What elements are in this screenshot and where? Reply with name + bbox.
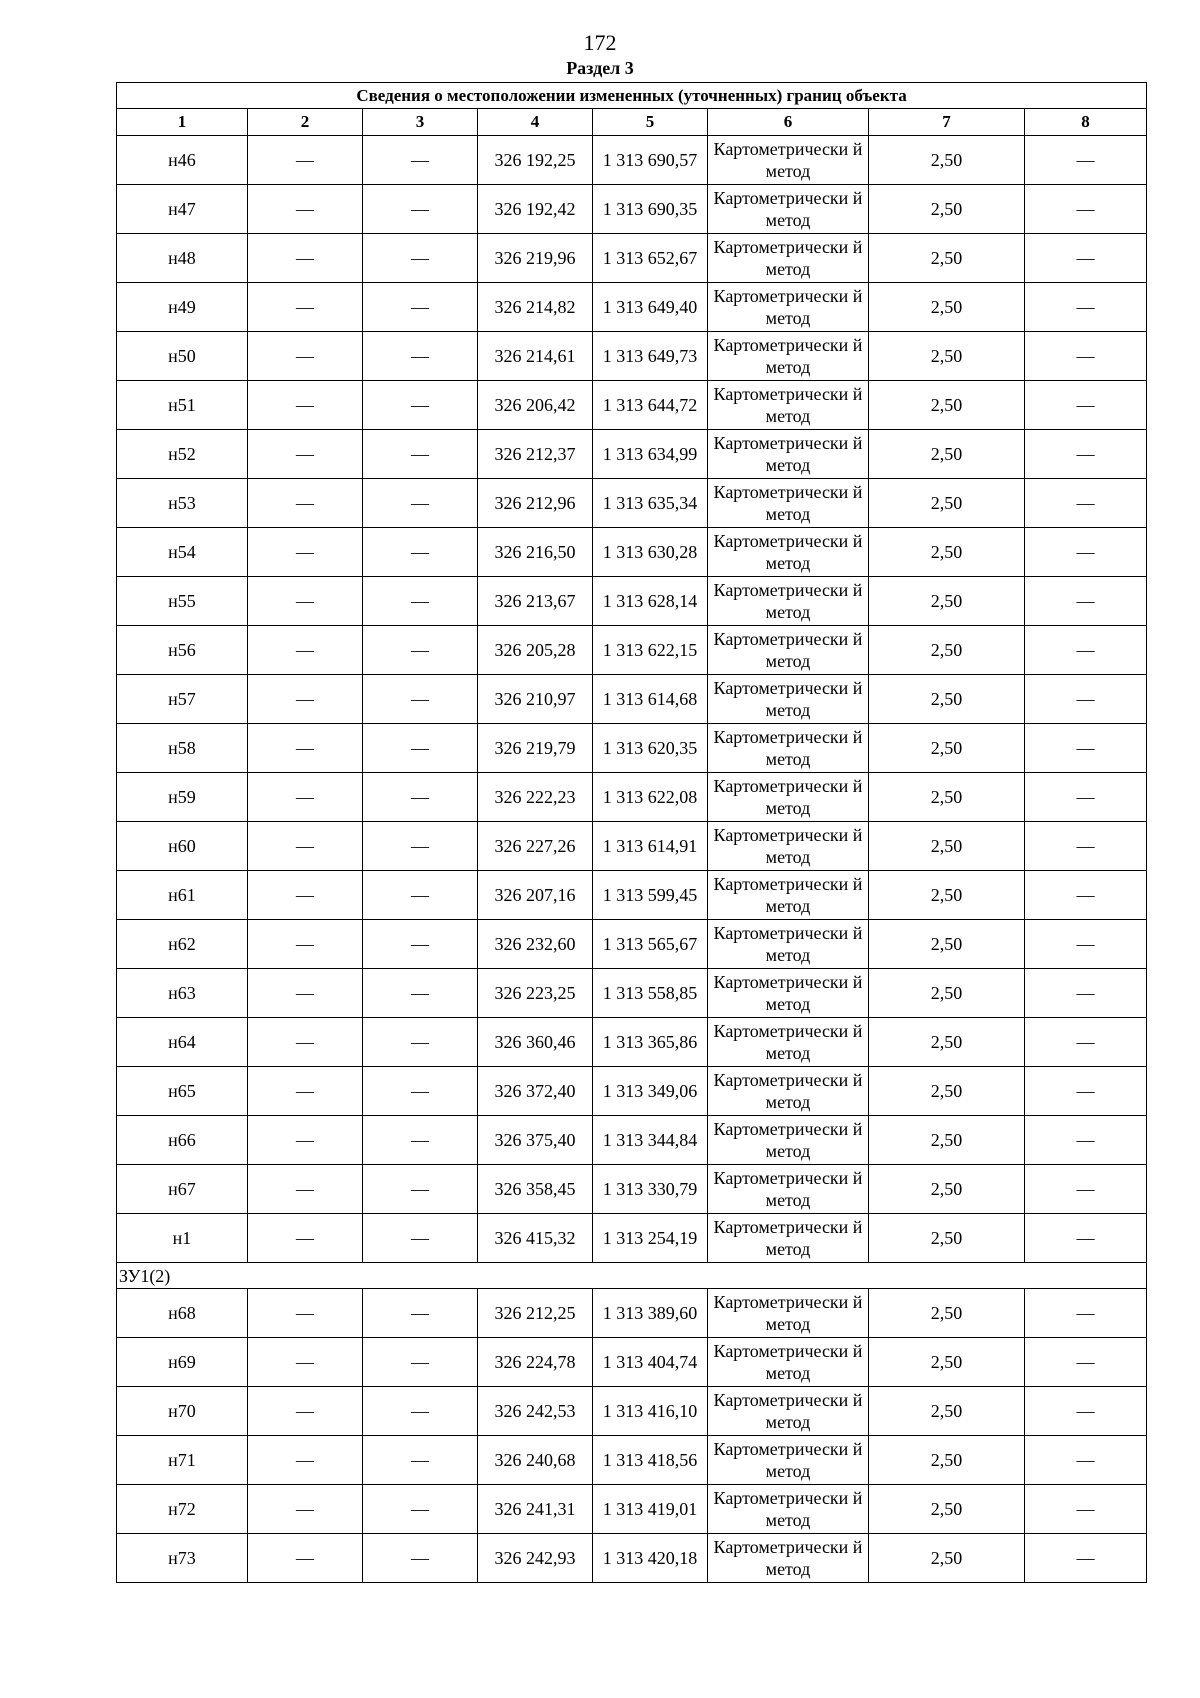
point-cell: н65 — [117, 1067, 248, 1116]
column-8-cell: — — [1025, 430, 1147, 479]
x-coordinate-cell: 326 216,50 — [478, 528, 593, 577]
column-2-cell: — — [248, 1289, 363, 1338]
column-8-cell: — — [1025, 283, 1147, 332]
method-cell: Картометрически й метод — [708, 577, 869, 626]
accuracy-cell: 2,50 — [869, 626, 1025, 675]
column-8-cell: — — [1025, 1289, 1147, 1338]
column-2-cell: — — [248, 479, 363, 528]
y-coordinate-cell: 1 313 416,10 — [593, 1387, 708, 1436]
method-cell: Картометрически й метод — [708, 136, 869, 185]
column-2-cell: — — [248, 969, 363, 1018]
y-coordinate-cell: 1 313 418,56 — [593, 1436, 708, 1485]
method-cell: Картометрически й метод — [708, 332, 869, 381]
y-coordinate-cell: 1 313 690,35 — [593, 185, 708, 234]
method-cell: Картометрически й метод — [708, 1067, 869, 1116]
column-2-cell: — — [248, 332, 363, 381]
accuracy-cell: 2,50 — [869, 1338, 1025, 1387]
column-3-cell: — — [363, 871, 478, 920]
column-2-cell: — — [248, 430, 363, 479]
column-number: 7 — [869, 109, 1025, 136]
page-number: 172 — [583, 30, 617, 55]
group-label-row — [117, 1263, 1147, 1289]
method-cell: Картометрически й метод — [708, 773, 869, 822]
point-cell: н1 — [117, 1214, 248, 1263]
x-coordinate-cell: 326 223,25 — [478, 969, 593, 1018]
method-cell: Картометрически й метод — [708, 528, 869, 577]
accuracy-cell: 2,50 — [869, 920, 1025, 969]
x-coordinate-cell: 326 358,45 — [478, 1165, 593, 1214]
point-cell: н64 — [117, 1018, 248, 1067]
column-2-cell: — — [248, 1067, 363, 1116]
table-row — [117, 1534, 1147, 1583]
method-cell: Картометрически й метод — [708, 1436, 869, 1485]
table-row — [117, 430, 1147, 479]
column-3-cell: — — [363, 1387, 478, 1436]
method-cell: Картометрически й метод — [708, 1214, 869, 1263]
table-row — [117, 234, 1147, 283]
y-coordinate-cell: 1 313 635,34 — [593, 479, 708, 528]
accuracy-cell: 2,50 — [869, 430, 1025, 479]
column-8-cell: — — [1025, 1338, 1147, 1387]
column-3-cell: — — [363, 675, 478, 724]
column-3-cell: — — [363, 1436, 478, 1485]
accuracy-cell: 2,50 — [869, 724, 1025, 773]
column-3-cell: — — [363, 920, 478, 969]
x-coordinate-cell: 326 240,68 — [478, 1436, 593, 1485]
point-cell: н71 — [117, 1436, 248, 1485]
column-2-cell: — — [248, 136, 363, 185]
y-coordinate-cell: 1 313 420,18 — [593, 1534, 708, 1583]
point-cell: н55 — [117, 577, 248, 626]
method-cell: Картометрически й метод — [708, 871, 869, 920]
column-8-cell: — — [1025, 773, 1147, 822]
x-coordinate-cell: 326 242,93 — [478, 1534, 593, 1583]
column-3-cell: — — [363, 234, 478, 283]
y-coordinate-cell: 1 313 630,28 — [593, 528, 708, 577]
table-row — [117, 1338, 1147, 1387]
table-row — [117, 185, 1147, 234]
column-8-cell: — — [1025, 1485, 1147, 1534]
table-row — [117, 1018, 1147, 1067]
column-3-cell: — — [363, 136, 478, 185]
x-coordinate-cell: 326 192,25 — [478, 136, 593, 185]
accuracy-cell: 2,50 — [869, 1289, 1025, 1338]
x-coordinate-cell: 326 214,82 — [478, 283, 593, 332]
column-3-cell: — — [363, 969, 478, 1018]
method-cell: Картометрически й метод — [708, 1018, 869, 1067]
accuracy-cell: 2,50 — [869, 1067, 1025, 1116]
column-8-cell: — — [1025, 528, 1147, 577]
table-row — [117, 479, 1147, 528]
y-coordinate-cell: 1 313 614,91 — [593, 822, 708, 871]
point-cell: н63 — [117, 969, 248, 1018]
column-2-cell: — — [248, 1165, 363, 1214]
point-cell: н66 — [117, 1116, 248, 1165]
table-caption: Сведения о местоположении измененных (уточненных) границ объекта — [117, 83, 1147, 109]
point-cell: н49 — [117, 283, 248, 332]
x-coordinate-cell: 326 241,31 — [478, 1485, 593, 1534]
y-coordinate-cell: 1 313 389,60 — [593, 1289, 708, 1338]
column-8-cell: — — [1025, 1387, 1147, 1436]
method-cell: Картометрически й метод — [708, 1289, 869, 1338]
point-cell: н57 — [117, 675, 248, 724]
table-row — [117, 332, 1147, 381]
column-number: 8 — [1025, 109, 1147, 136]
x-coordinate-cell: 326 372,40 — [478, 1067, 593, 1116]
table-row — [117, 1067, 1147, 1116]
column-3-cell: — — [363, 185, 478, 234]
y-coordinate-cell: 1 313 649,73 — [593, 332, 708, 381]
x-coordinate-cell: 326 224,78 — [478, 1338, 593, 1387]
column-3-cell: — — [363, 724, 478, 773]
accuracy-cell: 2,50 — [869, 185, 1025, 234]
table-row — [117, 1289, 1147, 1338]
table-row — [117, 283, 1147, 332]
column-2-cell: — — [248, 626, 363, 675]
point-cell: н51 — [117, 381, 248, 430]
column-3-cell: — — [363, 626, 478, 675]
x-coordinate-cell: 326 213,67 — [478, 577, 593, 626]
point-cell: н60 — [117, 822, 248, 871]
column-3-cell: — — [363, 1289, 478, 1338]
accuracy-cell: 2,50 — [869, 1018, 1025, 1067]
y-coordinate-cell: 1 313 614,68 — [593, 675, 708, 724]
column-number-row — [117, 109, 1147, 136]
column-2-cell: — — [248, 528, 363, 577]
column-2-cell: — — [248, 1534, 363, 1583]
x-coordinate-cell: 326 375,40 — [478, 1116, 593, 1165]
column-8-cell: — — [1025, 969, 1147, 1018]
table-row — [117, 626, 1147, 675]
column-3-cell: — — [363, 1067, 478, 1116]
accuracy-cell: 2,50 — [869, 234, 1025, 283]
column-2-cell: — — [248, 1338, 363, 1387]
column-3-cell: — — [363, 332, 478, 381]
point-cell: н67 — [117, 1165, 248, 1214]
y-coordinate-cell: 1 313 349,06 — [593, 1067, 708, 1116]
method-cell: Картометрически й метод — [708, 1165, 869, 1214]
x-coordinate-cell: 326 205,28 — [478, 626, 593, 675]
column-8-cell: — — [1025, 1018, 1147, 1067]
x-coordinate-cell: 326 206,42 — [478, 381, 593, 430]
column-3-cell: — — [363, 1018, 478, 1067]
point-cell: н59 — [117, 773, 248, 822]
column-3-cell: — — [363, 1534, 478, 1583]
y-coordinate-cell: 1 313 690,57 — [593, 136, 708, 185]
column-number: 3 — [363, 109, 478, 136]
column-3-cell: — — [363, 381, 478, 430]
group-label: ЗУ1(2) — [117, 1263, 1147, 1289]
column-8-cell: — — [1025, 332, 1147, 381]
y-coordinate-cell: 1 313 254,19 — [593, 1214, 708, 1263]
y-coordinate-cell: 1 313 634,99 — [593, 430, 708, 479]
method-cell: Картометрически й метод — [708, 675, 869, 724]
column-8-cell: — — [1025, 1067, 1147, 1116]
method-cell: Картометрически й метод — [708, 920, 869, 969]
table-row — [117, 1214, 1147, 1263]
column-2-cell: — — [248, 1485, 363, 1534]
accuracy-cell: 2,50 — [869, 136, 1025, 185]
accuracy-cell: 2,50 — [869, 675, 1025, 724]
table-row — [117, 136, 1147, 185]
point-cell: н48 — [117, 234, 248, 283]
column-2-cell: — — [248, 871, 363, 920]
table-row — [117, 1436, 1147, 1485]
point-cell: н61 — [117, 871, 248, 920]
column-8-cell: — — [1025, 136, 1147, 185]
method-cell: Картометрически й метод — [708, 822, 869, 871]
y-coordinate-cell: 1 313 404,74 — [593, 1338, 708, 1387]
method-cell: Картометрически й метод — [708, 1116, 869, 1165]
column-2-cell: — — [248, 822, 363, 871]
boundary-coordinates-table — [116, 82, 1147, 1583]
accuracy-cell: 2,50 — [869, 822, 1025, 871]
column-2-cell: — — [248, 234, 363, 283]
column-3-cell: — — [363, 1485, 478, 1534]
accuracy-cell: 2,50 — [869, 1116, 1025, 1165]
method-cell: Картометрически й метод — [708, 234, 869, 283]
column-3-cell: — — [363, 528, 478, 577]
method-cell: Картометрически й метод — [708, 381, 869, 430]
column-number: 2 — [248, 109, 363, 136]
column-2-cell: — — [248, 1116, 363, 1165]
y-coordinate-cell: 1 313 599,45 — [593, 871, 708, 920]
column-number: 1 — [117, 109, 248, 136]
method-cell: Картометрически й метод — [708, 1338, 869, 1387]
x-coordinate-cell: 326 232,60 — [478, 920, 593, 969]
column-2-cell: — — [248, 724, 363, 773]
method-cell: Картометрически й метод — [708, 185, 869, 234]
point-cell: н52 — [117, 430, 248, 479]
method-cell: Картометрически й метод — [708, 430, 869, 479]
accuracy-cell: 2,50 — [869, 871, 1025, 920]
table-row — [117, 1165, 1147, 1214]
x-coordinate-cell: 326 212,25 — [478, 1289, 593, 1338]
column-3-cell: — — [363, 430, 478, 479]
x-coordinate-cell: 326 210,97 — [478, 675, 593, 724]
table-row — [117, 1485, 1147, 1534]
column-2-cell: — — [248, 1214, 363, 1263]
accuracy-cell: 2,50 — [869, 1534, 1025, 1583]
x-coordinate-cell: 326 415,32 — [478, 1214, 593, 1263]
x-coordinate-cell: 326 219,96 — [478, 234, 593, 283]
method-cell: Картометрически й метод — [708, 969, 869, 1018]
column-8-cell: — — [1025, 871, 1147, 920]
table-row — [117, 675, 1147, 724]
method-cell: Картометрически й метод — [708, 724, 869, 773]
accuracy-cell: 2,50 — [869, 332, 1025, 381]
y-coordinate-cell: 1 313 652,67 — [593, 234, 708, 283]
y-coordinate-cell: 1 313 649,40 — [593, 283, 708, 332]
table-row — [117, 528, 1147, 577]
table-row — [117, 724, 1147, 773]
column-3-cell: — — [363, 1338, 478, 1387]
table-row — [117, 773, 1147, 822]
point-cell: н62 — [117, 920, 248, 969]
method-cell: Картометрически й метод — [708, 1485, 869, 1534]
column-3-cell: — — [363, 773, 478, 822]
column-3-cell: — — [363, 1116, 478, 1165]
column-number: 6 — [708, 109, 869, 136]
y-coordinate-cell: 1 313 565,67 — [593, 920, 708, 969]
x-coordinate-cell: 326 214,61 — [478, 332, 593, 381]
accuracy-cell: 2,50 — [869, 1214, 1025, 1263]
y-coordinate-cell: 1 313 419,01 — [593, 1485, 708, 1534]
column-8-cell: — — [1025, 1165, 1147, 1214]
accuracy-cell: 2,50 — [869, 577, 1025, 626]
table-row — [117, 381, 1147, 430]
column-2-cell: — — [248, 1018, 363, 1067]
column-2-cell: — — [248, 1436, 363, 1485]
point-cell: н69 — [117, 1338, 248, 1387]
table-row — [117, 577, 1147, 626]
point-cell: н73 — [117, 1534, 248, 1583]
point-cell: н68 — [117, 1289, 248, 1338]
column-8-cell: — — [1025, 1534, 1147, 1583]
accuracy-cell: 2,50 — [869, 969, 1025, 1018]
method-cell: Картометрически й метод — [708, 479, 869, 528]
point-cell: н50 — [117, 332, 248, 381]
column-8-cell: — — [1025, 381, 1147, 430]
y-coordinate-cell: 1 313 622,15 — [593, 626, 708, 675]
column-8-cell: — — [1025, 1214, 1147, 1263]
point-cell: н70 — [117, 1387, 248, 1436]
method-cell: Картометрически й метод — [708, 626, 869, 675]
y-coordinate-cell: 1 313 344,84 — [593, 1116, 708, 1165]
column-2-cell: — — [248, 1387, 363, 1436]
section-title: Раздел 3 — [566, 58, 634, 78]
column-2-cell: — — [248, 381, 363, 430]
column-3-cell: — — [363, 1165, 478, 1214]
accuracy-cell: 2,50 — [869, 1165, 1025, 1214]
y-coordinate-cell: 1 313 622,08 — [593, 773, 708, 822]
x-coordinate-cell: 326 242,53 — [478, 1387, 593, 1436]
y-coordinate-cell: 1 313 365,86 — [593, 1018, 708, 1067]
column-8-cell: — — [1025, 1116, 1147, 1165]
x-coordinate-cell: 326 192,42 — [478, 185, 593, 234]
column-8-cell: — — [1025, 1436, 1147, 1485]
column-2-cell: — — [248, 577, 363, 626]
column-8-cell: — — [1025, 724, 1147, 773]
x-coordinate-cell: 326 219,79 — [478, 724, 593, 773]
column-8-cell: — — [1025, 185, 1147, 234]
column-8-cell: — — [1025, 479, 1147, 528]
accuracy-cell: 2,50 — [869, 528, 1025, 577]
column-8-cell: — — [1025, 577, 1147, 626]
column-number: 4 — [478, 109, 593, 136]
method-cell: Картометрически й метод — [708, 283, 869, 332]
accuracy-cell: 2,50 — [869, 1387, 1025, 1436]
accuracy-cell: 2,50 — [869, 773, 1025, 822]
column-3-cell: — — [363, 822, 478, 871]
accuracy-cell: 2,50 — [869, 381, 1025, 430]
x-coordinate-cell: 326 360,46 — [478, 1018, 593, 1067]
column-8-cell: — — [1025, 920, 1147, 969]
column-3-cell: — — [363, 283, 478, 332]
y-coordinate-cell: 1 313 644,72 — [593, 381, 708, 430]
column-3-cell: — — [363, 1214, 478, 1263]
y-coordinate-cell: 1 313 628,14 — [593, 577, 708, 626]
point-cell: н53 — [117, 479, 248, 528]
table-row — [117, 1116, 1147, 1165]
method-cell: Картометрически й метод — [708, 1387, 869, 1436]
column-8-cell: — — [1025, 626, 1147, 675]
column-2-cell: — — [248, 675, 363, 724]
x-coordinate-cell: 326 222,23 — [478, 773, 593, 822]
column-8-cell: — — [1025, 675, 1147, 724]
column-3-cell: — — [363, 479, 478, 528]
table-row — [117, 969, 1147, 1018]
table-row — [117, 1387, 1147, 1436]
method-cell: Картометрически й метод — [708, 1534, 869, 1583]
column-8-cell: — — [1025, 234, 1147, 283]
column-2-cell: — — [248, 920, 363, 969]
point-cell: н56 — [117, 626, 248, 675]
column-3-cell: — — [363, 577, 478, 626]
point-cell: н72 — [117, 1485, 248, 1534]
accuracy-cell: 2,50 — [869, 1485, 1025, 1534]
point-cell: н46 — [117, 136, 248, 185]
table-row — [117, 822, 1147, 871]
point-cell: н54 — [117, 528, 248, 577]
y-coordinate-cell: 1 313 620,35 — [593, 724, 708, 773]
y-coordinate-cell: 1 313 558,85 — [593, 969, 708, 1018]
accuracy-cell: 2,50 — [869, 479, 1025, 528]
y-coordinate-cell: 1 313 330,79 — [593, 1165, 708, 1214]
column-number: 5 — [593, 109, 708, 136]
point-cell: н58 — [117, 724, 248, 773]
column-2-cell: — — [248, 773, 363, 822]
x-coordinate-cell: 326 212,96 — [478, 479, 593, 528]
x-coordinate-cell: 326 207,16 — [478, 871, 593, 920]
table-row — [117, 871, 1147, 920]
column-8-cell: — — [1025, 822, 1147, 871]
x-coordinate-cell: 326 212,37 — [478, 430, 593, 479]
x-coordinate-cell: 326 227,26 — [478, 822, 593, 871]
accuracy-cell: 2,50 — [869, 283, 1025, 332]
accuracy-cell: 2,50 — [869, 1436, 1025, 1485]
column-2-cell: — — [248, 185, 363, 234]
point-cell: н47 — [117, 185, 248, 234]
table-row — [117, 920, 1147, 969]
column-2-cell: — — [248, 283, 363, 332]
